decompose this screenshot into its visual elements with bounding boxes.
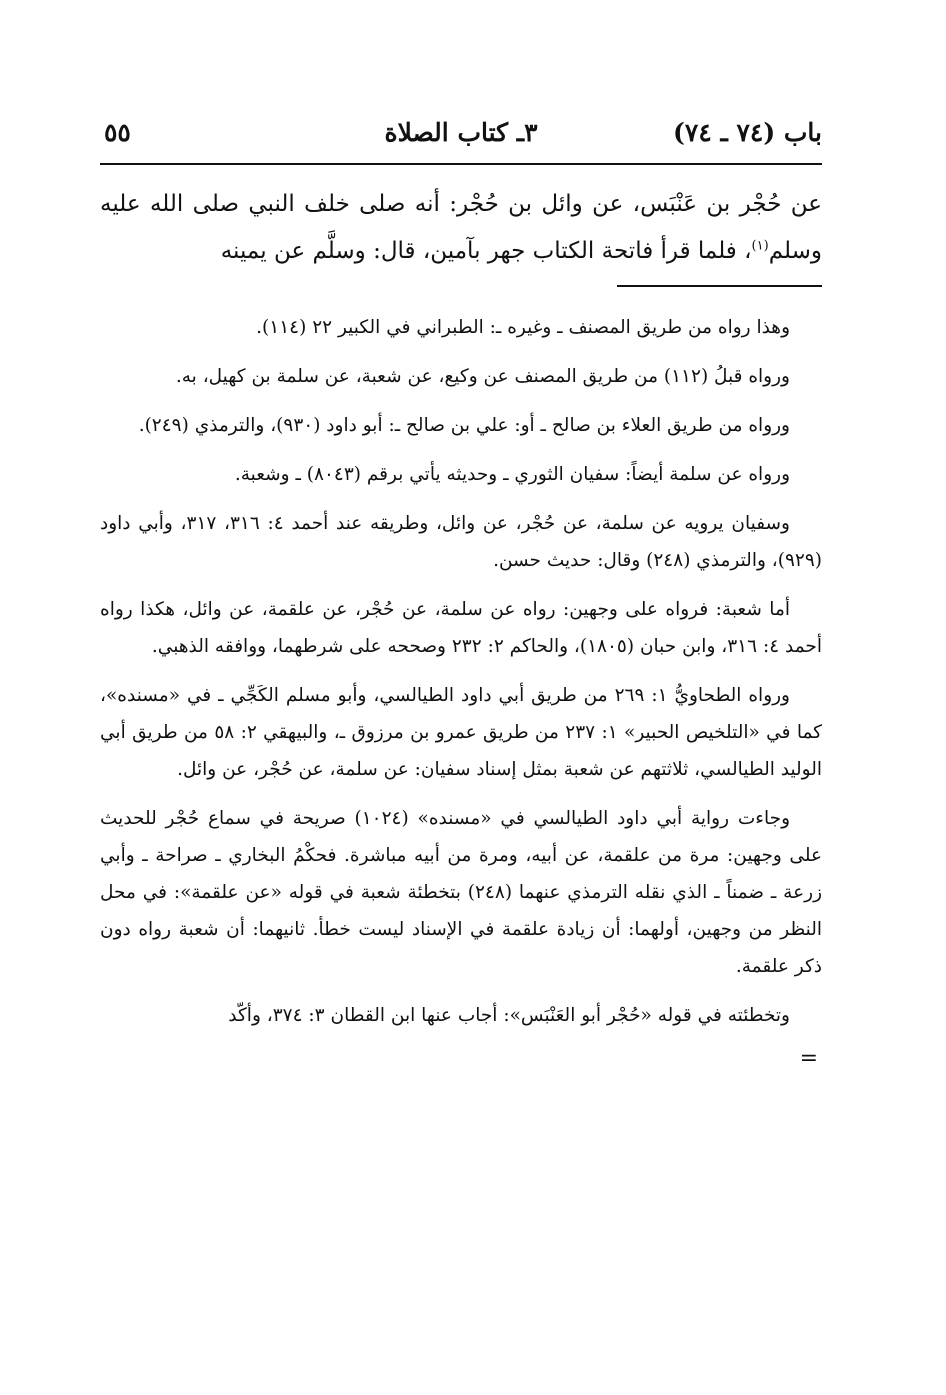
footnote-paragraph-6: أما شعبة: فرواه على وجهين: رواه عن سلمة، عن حُجْر، عن علقمة، عن وائل، هكذا رواه أحمد ٤: ٣١٦، وابن حبان (١٨٠٥)، والحاكم ٢: ٢٣٢ وصححه على شرطهما، ووافقه الذهبي. (100, 599, 822, 657)
footnote-paragraph-1: وهذا رواه من طريق المصنف ـ وغيره ـ: الطبراني في الكبير ٢٢ (١١٤). (256, 317, 790, 338)
main-text-part1: عن حُجْر بن عَنْبَس، عن وائل بن حُجْر: أنه صلى خلف النبي صلى الله عليه وسلم (100, 191, 822, 264)
footnote-paragraph-3: ورواه من طريق العلاء بن صالح ـ أو: علي بن صالح ـ: أبو داود (٩٣٠)، والترمذي (٢٤٩). (138, 415, 790, 436)
footnote-reference[interactable]: (١) (751, 238, 769, 254)
document-page (100, 105, 822, 1365)
continuation-mark: = (799, 1046, 818, 1071)
footnote-paragraph-5: وسفيان يرويه عن سلمة، عن حُجْر، عن وائل، وطريقه عند أحمد ٤: ٣١٦، ٣١٧، وأبي داود (٩٢٩)، والترمذي (٢٤٨) وقال: حديث حسن. (100, 513, 822, 571)
footnote-paragraph-9: وتخطئته في قوله «حُجْر أبو العَنْبَس»: أجاب عنها ابن القطان ٣: ٣٧٤، وأكّد (228, 1005, 790, 1026)
footnote-paragraph-7: ورواه الطحاويُّ ١: ٢٦٩ من طريق أبي داود الطيالسي، وأبو مسلم الكَجِّي ـ في «مسنده»، كما في «التلخيص الحبير» ١: ٢٣٧ من طريق عمرو بن مرزوق ـ، والبيهقي ٢: ٥٨ من طريق أبي الوليد الطيالسي، ثلاثتهم عن شعبة بمثل إسناد سفيان: عن سلمة، عن حُجْر، عن وائل. (100, 685, 822, 780)
footnotes (100, 309, 822, 1074)
page-number: ٥٥ (104, 118, 131, 147)
footnote-separator (617, 285, 822, 287)
footnote-paragraph-8: وجاءت رواية أبي داود الطيالسي في «مسنده» (١٠٢٤) صريحة في سماع حُجْر للحديث على وجهين: مرة من علقمة، عن أبيه، ومرة من أبيه مباشرة. فحكْمُ البخاري ـ صراحة ـ وأبي زرعة ـ ضمناً ـ الذي نقله الترمذي عنهما (٢٤٨) بتخطئة شعبة في قوله «عن علقمة»: في محل النظر من وجهين، أولهما: أن زيادة علقمة في الإسناد ليست خطأ. ثانيهما: أن شعبة رواه دون ذكر علقمة. (100, 808, 823, 977)
book-title: ٣ـ كتاب الصلاة (384, 118, 538, 147)
footnote-paragraph-2: ورواه قبلُ (١١٢) من طريق المصنف عن وكيع، عن شعبة، عن سلمة بن كهيل، به. (175, 366, 790, 387)
main-text (100, 181, 822, 275)
footnote-paragraph-4: ورواه عن سلمة أيضاً: سفيان الثوري ـ وحديثه يأتي برقم (٨٠٤٣) ـ وشعبة. (234, 464, 790, 485)
chapter-heading: باب (٧٤ ـ ٧٤) (673, 118, 822, 147)
main-text-part2: ، فلما قرأ فاتحة الكتاب جهر بآمين، قال: وسلَّم عن يمينه (220, 238, 752, 264)
page-header (100, 105, 822, 165)
